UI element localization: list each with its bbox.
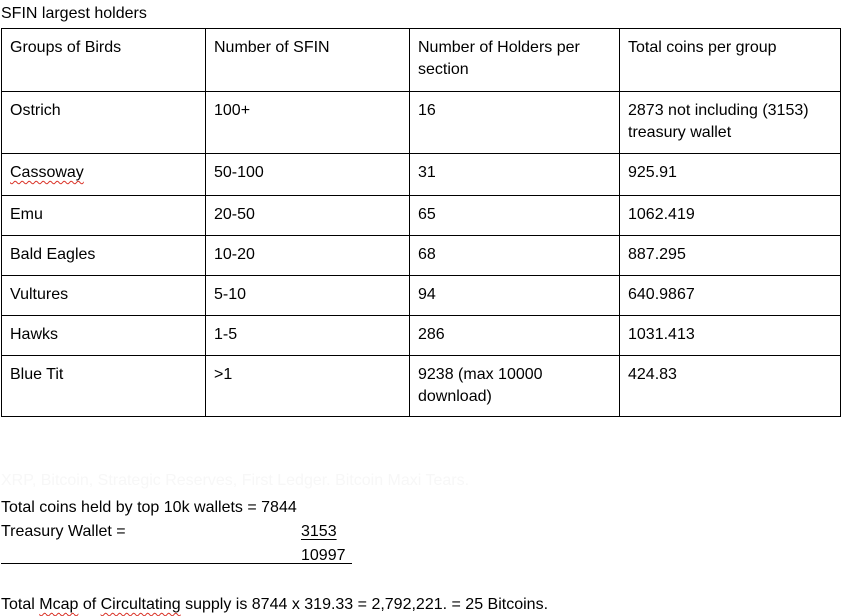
cell-total: 925.91 [620, 154, 841, 196]
spelling-flagged-word: Cassoway [10, 164, 84, 181]
treasury-label: Treasury Wallet = [1, 523, 126, 540]
document-title: SFIN largest holders [1, 5, 147, 22]
cell-sfin: >1 [206, 356, 410, 417]
treasury-value: 3153 [301, 523, 337, 540]
cell-sfin: 1-5 [206, 316, 410, 356]
cell-holders: 68 [410, 236, 620, 276]
cell-sfin: 5-10 [206, 276, 410, 316]
cell-group: Hawks [2, 316, 206, 356]
mcap-mid: of [78, 596, 101, 613]
cell-total: 887.295 [620, 236, 841, 276]
mcap-line [1, 594, 548, 616]
cell-total: 1062.419 [620, 196, 841, 236]
header-groups: Groups of Birds [2, 29, 206, 92]
sum-rule-line [1, 563, 352, 564]
holders-table [1, 28, 841, 417]
cell-group [2, 154, 206, 196]
cell-holders: 286 [410, 316, 620, 356]
table-row [2, 236, 841, 276]
table-header-row [2, 29, 841, 92]
mcap-pre: Total [1, 596, 40, 613]
cell-holders: 65 [410, 196, 620, 236]
table-row [2, 316, 841, 356]
cell-sfin: 10-20 [206, 236, 410, 276]
table-row [2, 356, 841, 417]
mcap-post: supply is 8744 x 319.33 = 2,792,221. = 25 Bitcoins. [180, 596, 549, 613]
header-total: Total coins per group [620, 29, 841, 92]
header-number-sfin: Number of SFIN [206, 29, 410, 92]
cell-holders: 31 [410, 154, 620, 196]
total-coins-line: Total coins held by top 10k wallets = 7844 [1, 499, 297, 516]
cell-group: Blue Tit [2, 356, 206, 417]
cell-group: Emu [2, 196, 206, 236]
cell-group: Vultures [2, 276, 206, 316]
cell-total: 424.83 [620, 356, 841, 417]
sum-value: 10997 [301, 547, 346, 564]
header-holders: Number of Holders per section [410, 29, 620, 92]
cell-group: Ostrich [2, 92, 206, 154]
cell-holders: 16 [410, 92, 620, 154]
spelling-flagged-word: Circultating [100, 596, 181, 613]
table-row [2, 196, 841, 236]
cell-sfin: 20-50 [206, 196, 410, 236]
cell-holders: 9238 (max 10000 download) [410, 356, 620, 417]
cell-sfin: 50-100 [206, 154, 410, 196]
table-row [2, 276, 841, 316]
cell-total: 1031.413 [620, 316, 841, 356]
spelling-flagged-word: Mcap [39, 596, 79, 613]
table-row [2, 92, 841, 154]
table-row [2, 154, 841, 196]
faint-hidden-text: XRP, Bitcoin, Strategic Reserves, First Ledger. Bitcoin Maxi Tears. [1, 472, 470, 489]
cell-holders: 94 [410, 276, 620, 316]
cell-group: Bald Eagles [2, 236, 206, 276]
cell-total: 2873 not including (3153) treasury wallet [620, 92, 841, 154]
cell-sfin: 100+ [206, 92, 410, 154]
cell-total: 640.9867 [620, 276, 841, 316]
